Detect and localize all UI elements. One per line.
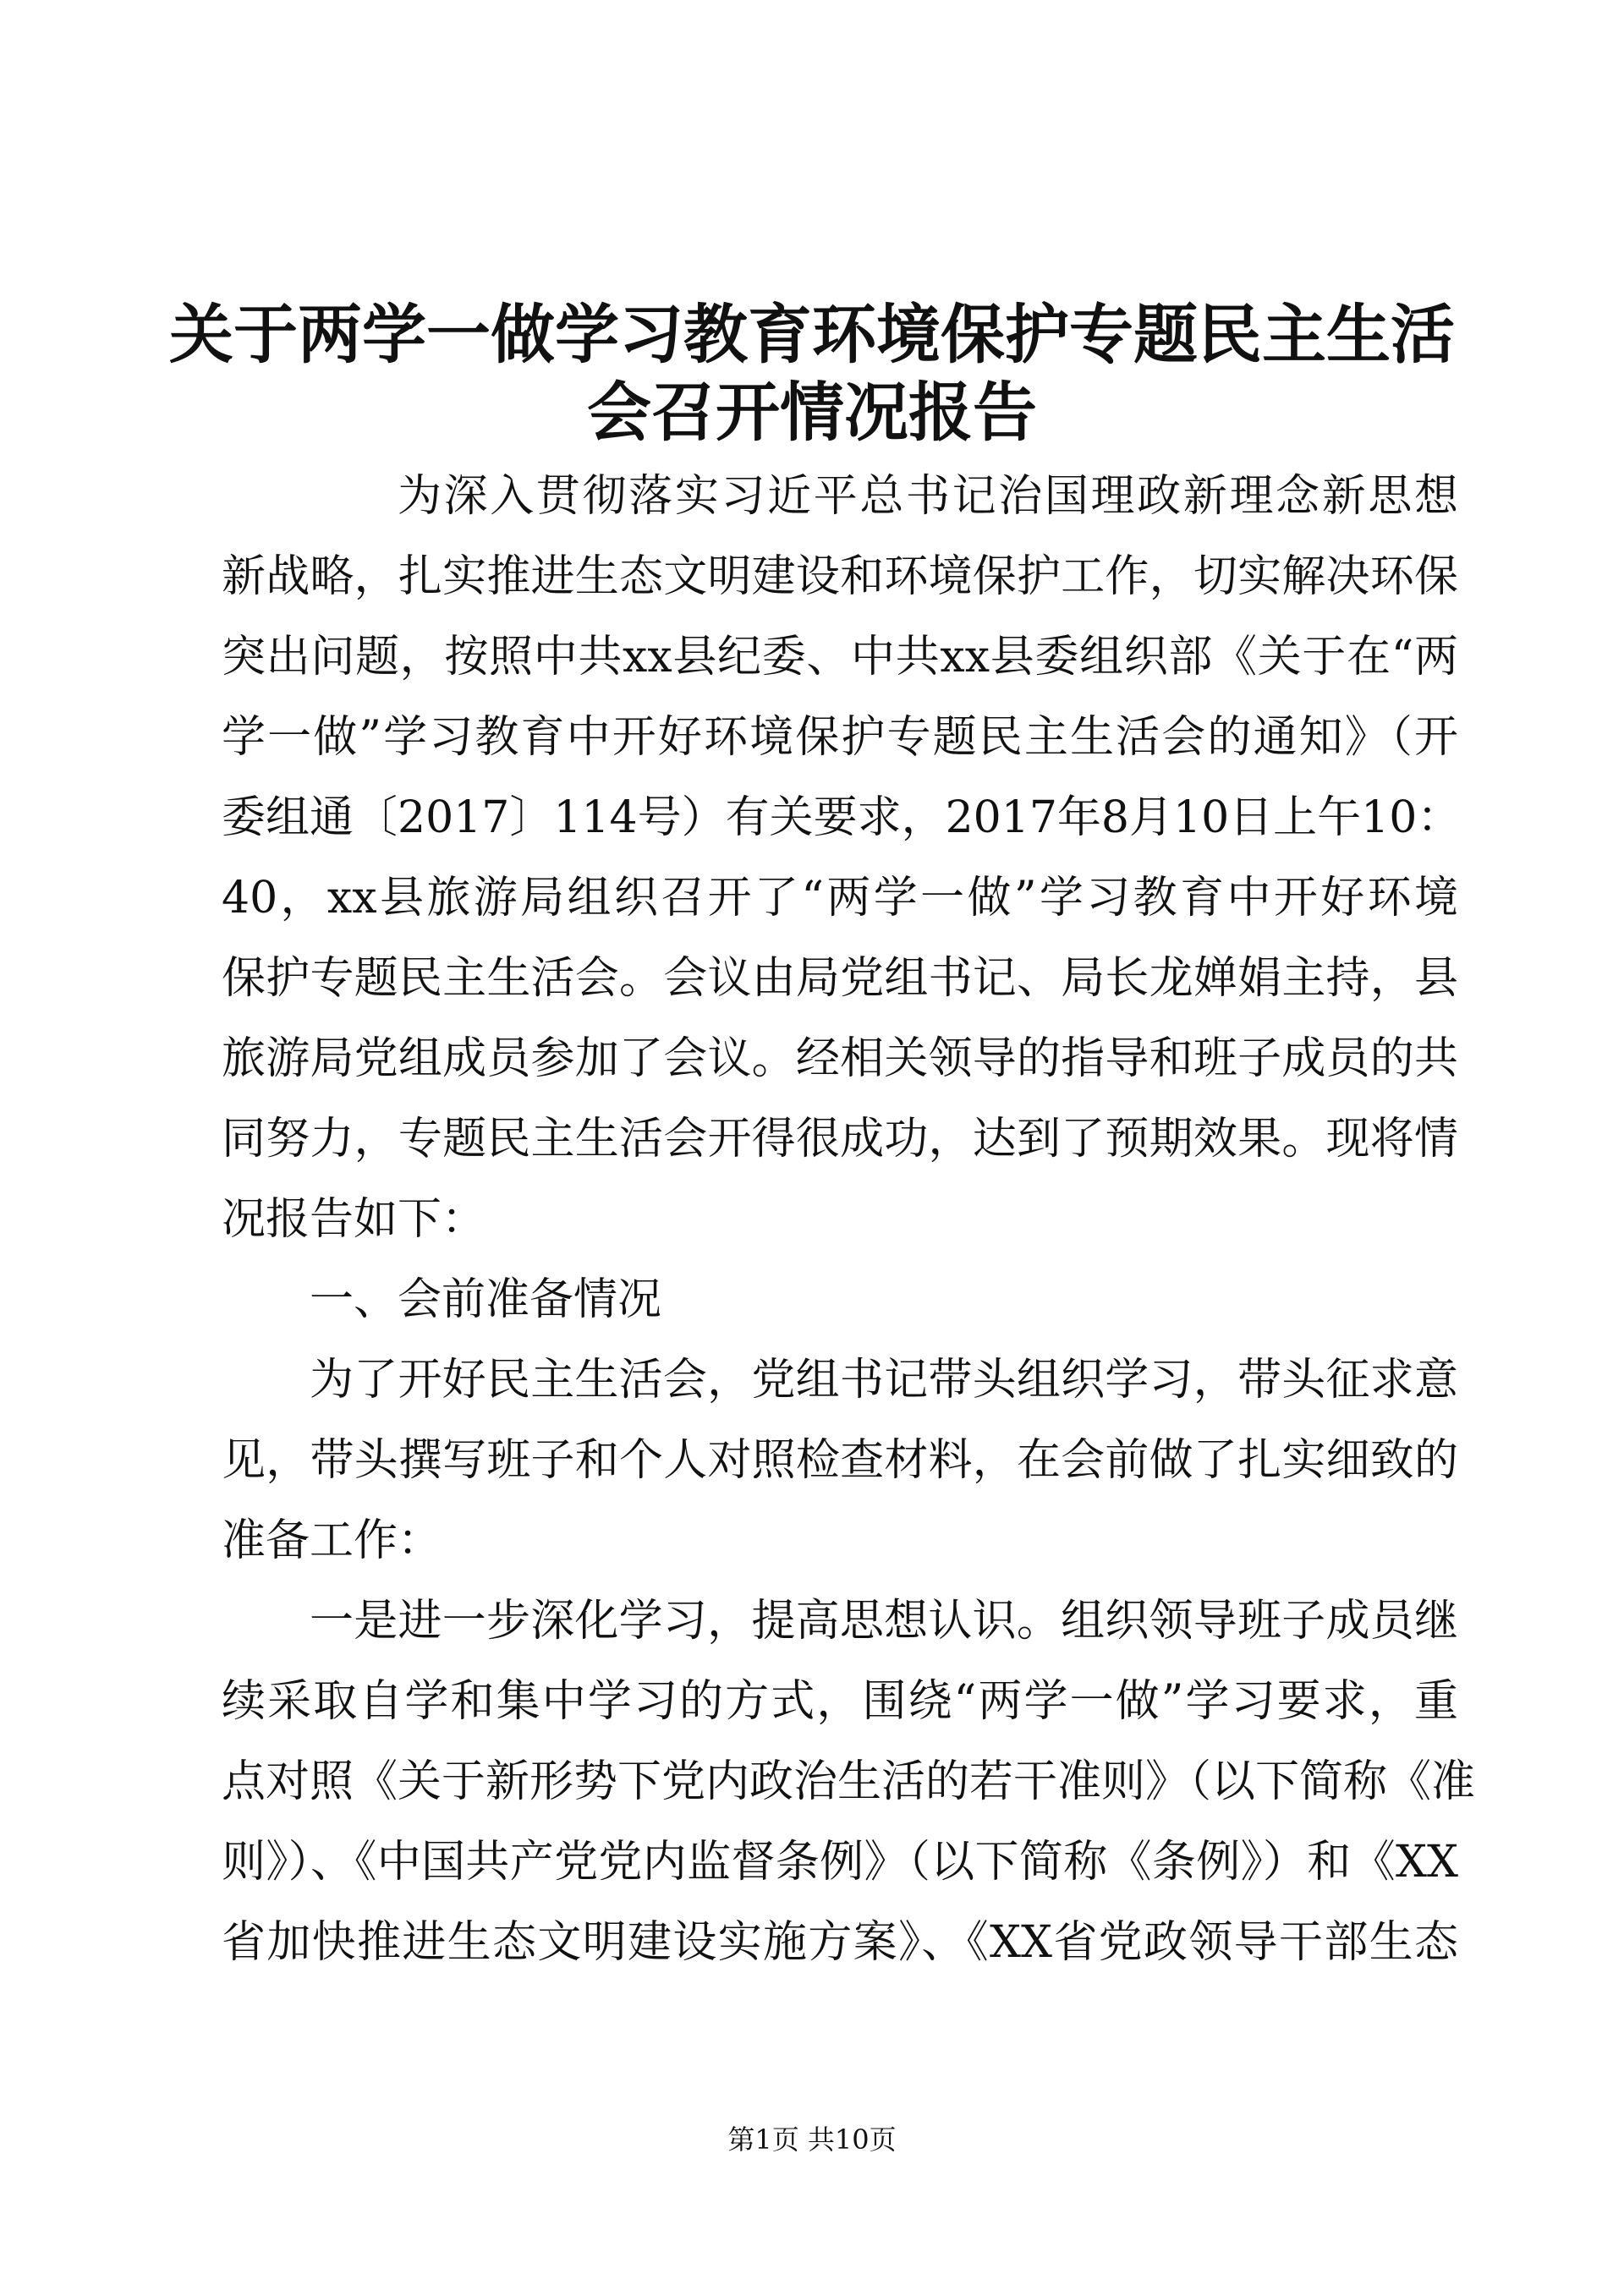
body-line: 新战略，扎实推进生态文明建设和环境保护工作，切实解决环保 (222, 551, 1458, 602)
body-line: 准备工作： (222, 1515, 442, 1566)
section-heading: 一、会前准备情况 (310, 1274, 662, 1325)
body-line: 则》）、《中国共产党党内监督条例》（以下简称《条例》）和《XX (222, 1837, 1458, 1888)
body-line: 保护专题民主生活会。会议由局党组书记、局长龙婵娟主持，县 (222, 953, 1458, 1004)
title-line-1: 关于两学一做学习教育环境保护专题民主生活 (169, 297, 1455, 372)
body-line: 突出问题，按照中共xx县纪委、中共xx县委组织部《关于在“两 (222, 632, 1458, 682)
body-line: 为了开好民主生活会，党组书记带头组织学习，带头征求意 (310, 1355, 1458, 1406)
body-line: 一是进一步深化学习，提高思想认识。组织领导班子成员继 (310, 1596, 1458, 1647)
body-line: 见，带头撰写班子和个人对照检查材料，在会前做了扎实细致的 (222, 1435, 1458, 1486)
title-line-2: 会召开情况报告 (587, 375, 1037, 450)
page-number-footer: 第1页 共10页 (727, 2123, 897, 2156)
body-line: 续采取自学和集中学习的方式，围绕“两学一做”学习要求，重 (222, 1676, 1458, 1727)
body-line: 同努力，专题民主生活会开得很成功，达到了预期效果。现将情 (222, 1114, 1458, 1164)
document-body (222, 457, 1476, 1983)
body-line: 况报告如下： (222, 1194, 486, 1245)
body-line: 点对照《关于新形势下党内政治生活的若干准则》（以下简称《准 (222, 1756, 1476, 1807)
body-line: 为深入贯彻落实习近平总书记治国理政新理念新思想 (398, 471, 1458, 522)
body-line: 委组通〔2017〕114号）有关要求，2017年8月10日上午10： (222, 792, 1462, 843)
body-line: 省加快推进生态文明建设实施方案》、《XX省党政领导干部生态 (222, 1917, 1458, 1968)
body-line: 旅游局党组成员参加了会议。经相关领导的指导和班子成员的共 (222, 1033, 1458, 1084)
body-line: 学一做”学习教育中开好环境保护专题民主生活会的通知》（开 (222, 712, 1458, 763)
body-line: 40，xx县旅游局组织召开了“两学一做”学习教育中开好环境 (222, 873, 1458, 923)
